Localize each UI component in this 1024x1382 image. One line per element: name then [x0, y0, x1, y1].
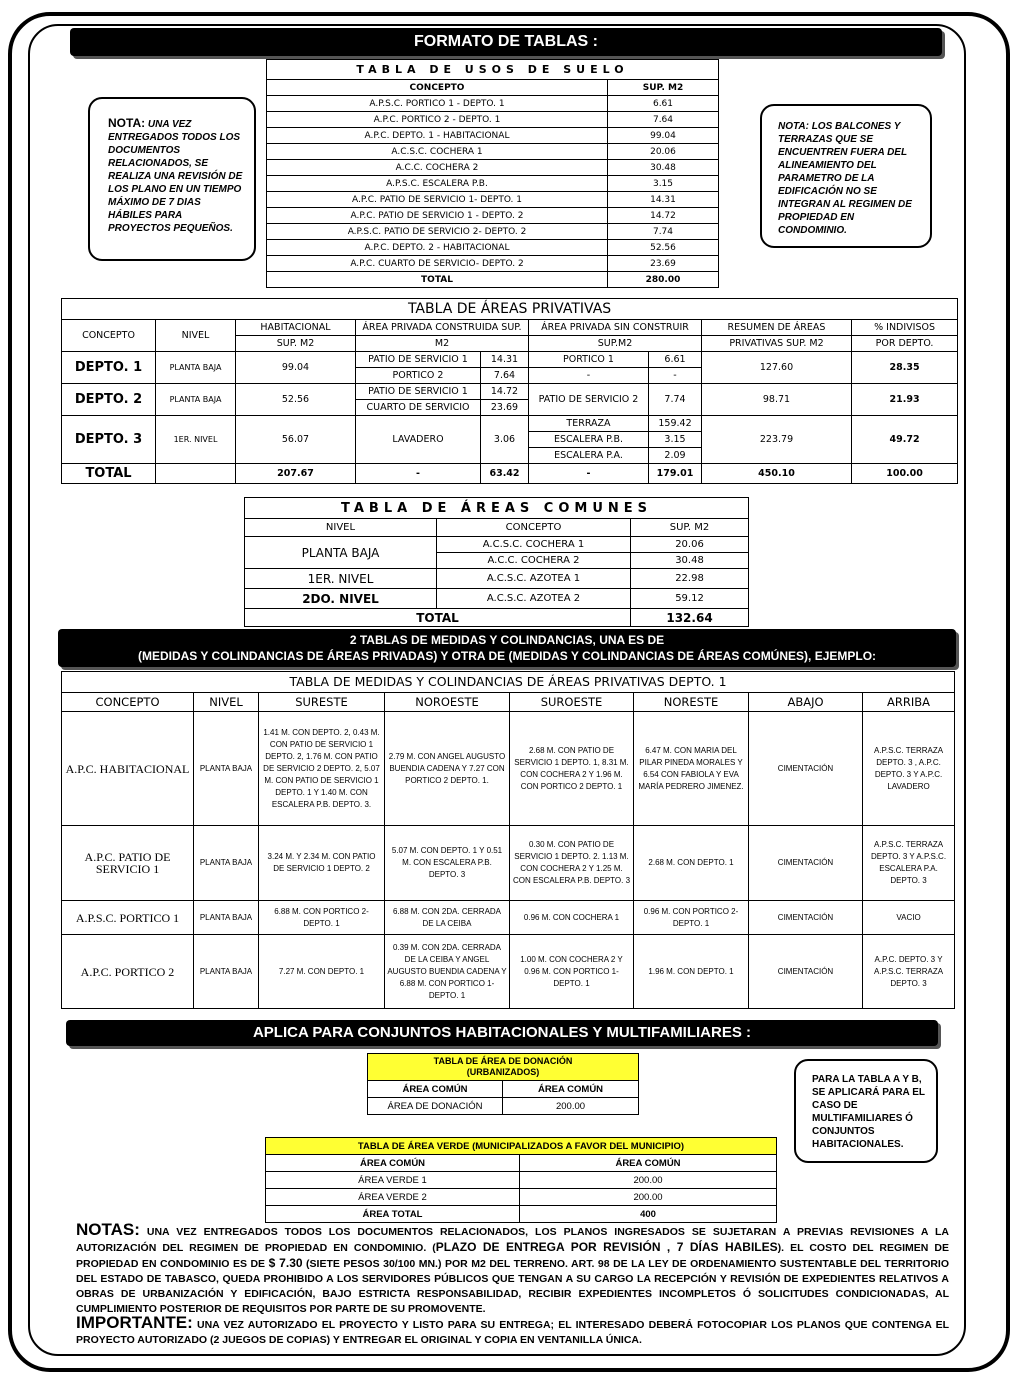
donacion-concepto: ÁREA DE DONACIÓN	[368, 1098, 503, 1115]
donacion-title-line2: (URBANIZADOS)	[466, 1067, 540, 1077]
col-header-noreste: NORESTE	[634, 693, 749, 712]
usos-concepto: A.P.C. CUARTO DE SERVICIO- DEPTO. 2	[267, 256, 608, 272]
priv-resumen: 98.71	[702, 384, 852, 416]
donacion-header-b: ÁREA COMÚN	[503, 1081, 639, 1098]
importante-lead: IMPORTANTE:	[76, 1313, 193, 1332]
priv-construida-valor: 23.69	[481, 400, 529, 416]
priv-construida-valor: 14.31	[481, 352, 529, 368]
note-left	[88, 97, 256, 261]
note-tablas-ab	[794, 1059, 938, 1163]
table-row	[62, 712, 955, 826]
colindancias-table	[61, 671, 955, 1009]
col-noroeste: 5.07 M. CON DEPTO. 1 Y 0.51 M. CON ESCALERA P.B. DEPTO. 3	[385, 826, 510, 901]
comunes-title: TABLA DE ÁREAS COMUNES	[245, 498, 749, 519]
donacion-header-a: ÁREA COMÚN	[368, 1081, 503, 1098]
notas-text-3: (SIETE PESOS 30/100 MN.) POR M2 DEL TERRENO. ART. 98 DE LA LEY DE ORDENAMIENTO SUSTENTABLE DEL TERRITORIO DEL ESTADO DE TABASCO, QUEDA PROHIBIDO A LOS SERVIDORES PÚBLICOS QUE TENGAN A SU CARGO LA RECEPCIÓN Y REVISIÓN DE EXPEDIENTES RELATIVOS A OBRAS DE URBANIZACIÓN Y EDIFICACIÓN, BAJO ESTRICTA RESPONSABILIDAD, RECIBIR EXPEDIENTES INCOMPLETOS Ó SOLICITUDES CONDICIONADAS, AL CUMPLIMIENTO POSTERIOR DE REQUISITOS POR PARTE DE SU PROMOVENTE.	[76, 1258, 949, 1315]
priv-sin-concepto: PATIO DE SERVICIO 2	[529, 384, 649, 416]
priv-construida-concepto: CUARTO DE SERVICIO	[356, 400, 481, 416]
col-concepto: A.P.C. HABITACIONAL	[62, 712, 194, 826]
usos-concepto: A.C.C. COCHERA 2	[267, 160, 608, 176]
table-row	[267, 160, 719, 176]
col-nivel: PLANTA BAJA	[194, 901, 259, 935]
table-row	[267, 256, 719, 272]
col-header-noroeste: NOROESTE	[385, 693, 510, 712]
col-header-abajo: ABAJO	[749, 693, 863, 712]
table-row	[267, 240, 719, 256]
priv-sin-valor: 6.61	[649, 352, 702, 368]
col-nivel: PLANTA BAJA	[194, 826, 259, 901]
priv-header-resumen-unit: PRIVATIVAS SUP. M2	[702, 336, 852, 352]
priv-header-construida: ÁREA PRIVADA CONSTRUIDA SUP.	[356, 320, 529, 336]
col-noroeste: 2.79 M. CON ANGEL AUGUSTO BUENDIA CADENA Y 7.27 CON PORTICO 2 DEPTO. 1.	[385, 712, 510, 826]
col-abajo: CIMENTACIÓN	[749, 935, 863, 1009]
table-row	[267, 208, 719, 224]
priv-sin-valor: -	[649, 368, 702, 384]
usos-header-concepto: CONCEPTO	[267, 80, 608, 96]
usos-sup: 99.04	[608, 128, 719, 144]
col-arriba: A.P.S.C. TERRAZA DEPTO. 3 , A.P.C. DEPTO. 3 Y A.P.C. LAVADERO	[863, 712, 955, 826]
table-row	[266, 1172, 777, 1189]
col-sureste: 1.41 M. CON DEPTO. 2, 0.43 M. CON PATIO DE SERVICIO 1 DEPTO. 2, 1.76 M. CON PATIO DE SERVICIO 2 DEPTO. 2, 5.07 M. CON PATIO DE SERVICIO 1 DEPTO. 1 Y 1.40 M. CON ESCALERA P.B. DEPTO. 3.	[259, 712, 385, 826]
importante-paragraph	[76, 1315, 949, 1348]
priv-indiviso: 28.35	[852, 352, 958, 384]
col-noroeste: 6.88 M. CON 2DA. CERRADA DE LA CEIBA	[385, 901, 510, 935]
priv-header-hab: HABITACIONAL	[236, 320, 356, 336]
priv-total-construida-concepto: -	[356, 464, 481, 484]
comunes-total-value: 132.64	[631, 609, 749, 627]
notas-text-1: UNA VEZ ENTREGADOS TODOS LOS DOCUMENTOS RELACIONADOS, LOS PLANOS INGRESADOS SE SUJETARAN A PREVIAS REVISIONES A LA AUTORIZACIÓN DEL REGIMEN DE PROPIEDAD EN CONDOMINIO. (	[76, 1226, 949, 1254]
page-title: FORMATO DE TABLAS :	[414, 33, 598, 50]
col-abajo: CIMENTACIÓN	[749, 826, 863, 901]
comunes-header-concepto: CONCEPTO	[437, 519, 631, 537]
priv-construida-concepto: PATIO DE SERVICIO 1	[356, 352, 481, 368]
comunes-concepto: A.C.S.C. COCHERA 1	[437, 537, 631, 553]
comunes-nivel: 2DO. NIVEL	[245, 589, 437, 609]
col-suroeste: 0.96 M. CON COCHERA 1	[510, 901, 634, 935]
conjuntos-banner	[66, 1020, 938, 1046]
donacion-title-line1: TABLA DE ÁREA DE DONACIÓN	[433, 1056, 573, 1066]
col-abajo: CIMENTACIÓN	[749, 901, 863, 935]
priv-sin-valor: 2.09	[649, 448, 702, 464]
usos-concepto: A.C.S.C. COCHERA 1	[267, 144, 608, 160]
verde-title: TABLA DE ÁREA VERDE (MUNICIPALIZADOS A FAVOR DEL MUNICIPIO)	[266, 1138, 777, 1155]
priv-indiviso: 49.72	[852, 416, 958, 464]
priv-depto: DEPTO. 1	[62, 352, 156, 384]
comunes-header-sup: SUP. M2	[631, 519, 749, 537]
priv-header-construida-unit: M2	[356, 336, 529, 352]
priv-construida-concepto: PATIO DE SERVICIO 1	[356, 384, 481, 400]
usos-sup: 7.74	[608, 224, 719, 240]
usos-sup: 23.69	[608, 256, 719, 272]
colindancias-banner-line1: 2 TABLAS DE MEDIDAS Y COLINDANCIAS, UNA ES DE	[349, 633, 665, 647]
notas-text-2: ). EL COSTO DEL REGIMEN DE PROPIEDAD EN CONDOMINIO ES DE	[76, 1242, 949, 1270]
priv-construida-concepto: PORTICO 2	[356, 368, 481, 384]
usos-concepto: A.P.C. PORTICO 2 - DEPTO. 1	[267, 112, 608, 128]
table-row	[266, 1206, 777, 1223]
priv-total-indiviso: 100.00	[852, 464, 958, 484]
comunes-concepto: A.C.S.C. AZOTEA 1	[437, 569, 631, 589]
priv-total-sin: 179.01	[649, 464, 702, 484]
table-row	[62, 384, 958, 400]
note-right-text: NOTA: LOS BALCONES Y TERRAZAS QUE SE ENCUENTREN FUERA DEL ALINEAMIENTO DEL PARAMETRO DE LA EDIFICACIÓN NO SE INTEGRAN AL REGIMEN DE PROPIEDAD EN CONDOMINIO.	[778, 121, 912, 236]
priv-total-nivel	[156, 464, 236, 484]
usos-concepto: A.P.S.C. ESCALERA P.B.	[267, 176, 608, 192]
table-row	[267, 224, 719, 240]
notas-plazo: PLAZO DE ENTREGA POR REVISIÓN , 7 DÍAS HABILES	[435, 1240, 778, 1254]
priv-depto: DEPTO. 3	[62, 416, 156, 464]
col-nivel: PLANTA BAJA	[194, 935, 259, 1009]
verde-valor: 200.00	[520, 1189, 777, 1206]
priv-total-sin-concepto: -	[529, 464, 649, 484]
colindancias-banner	[58, 629, 956, 667]
table-row	[368, 1098, 639, 1115]
col-concepto: A.P.C. PORTICO 2	[62, 935, 194, 1009]
priv-nivel: 1ER. NIVEL	[156, 416, 236, 464]
col-sureste: 3.24 M. Y 2.34 M. CON PATIO DE SERVICIO 1 DEPTO. 2	[259, 826, 385, 901]
priv-hab: 99.04	[236, 352, 356, 384]
table-row	[245, 589, 749, 609]
notas-price: $ 7.30	[268, 1256, 303, 1270]
col-concepto: A.P.S.C. PORTICO 1	[62, 901, 194, 935]
verde-header-b: ÁREA COMÚN	[520, 1155, 777, 1172]
usos-sup: 7.64	[608, 112, 719, 128]
table-row	[62, 416, 958, 432]
privativas-title: TABLA DE ÁREAS PRIVATIVAS	[62, 299, 958, 320]
header-banner	[70, 28, 942, 56]
verde-total-value: 400	[520, 1206, 777, 1223]
donacion-title	[368, 1054, 639, 1081]
priv-depto: DEPTO. 2	[62, 384, 156, 416]
priv-resumen: 127.60	[702, 352, 852, 384]
col-noreste: 6.47 M. CON MARIA DEL PILAR PINEDA MORALES Y 6.54 CON FABIOLA Y EVA MARÍA PEDRERO JIMENEZ.	[634, 712, 749, 826]
verde-header-a: ÁREA COMÚN	[266, 1155, 520, 1172]
usos-concepto: A.P.S.C. PATIO DE SERVICIO 2- DEPTO. 2	[267, 224, 608, 240]
verde-total-label: ÁREA TOTAL	[266, 1206, 520, 1223]
usos-sup: 14.72	[608, 208, 719, 224]
note-right	[760, 104, 932, 248]
col-arriba: VACIO	[863, 901, 955, 935]
usos-total-value: 280.00	[608, 272, 719, 288]
priv-header-sin-construir-unit: SUP.M2	[529, 336, 702, 352]
priv-hab: 56.07	[236, 416, 356, 464]
priv-sin-concepto: -	[529, 368, 649, 384]
verde-valor: 200.00	[520, 1172, 777, 1189]
note-tablas-ab-text: PARA LA TABLA A Y B, SE APLICARÁ PARA EL CASO DE MULTIFAMILIARES Ó CONJUNTOS HABITACIONALES.	[812, 1074, 925, 1150]
comunes-nivel: PLANTA BAJA	[245, 537, 437, 569]
col-noroeste: 0.39 M. CON 2DA. CERRADA DE LA CEIBA Y ANGEL AUGUSTO BUENDIA CADENA Y 6.88 M. CON PORTICO 1- DEPTO. 1	[385, 935, 510, 1009]
table-row	[267, 192, 719, 208]
usos-sup: 20.06	[608, 144, 719, 160]
priv-total-resumen: 450.10	[702, 464, 852, 484]
priv-sin-concepto: TERRAZA	[529, 416, 649, 432]
priv-sin-valor: 7.74	[649, 384, 702, 416]
usos-concepto: A.P.C. PATIO DE SERVICIO 1 - DEPTO. 2	[267, 208, 608, 224]
priv-header-concepto: CONCEPTO	[62, 320, 156, 352]
usos-suelo-title: TABLA DE USOS DE SUELO	[267, 60, 719, 80]
col-header-concepto: CONCEPTO	[62, 693, 194, 712]
col-nivel: PLANTA BAJA	[194, 712, 259, 826]
priv-sin-valor: 159.42	[649, 416, 702, 432]
table-row	[245, 537, 749, 553]
colindancias-banner-line2: (MEDIDAS Y COLINDANCIAS DE ÁREAS PRIVADAS) Y OTRA DE (MEDIDAS Y COLINDANCIAS DE ÁREAS COMÚNES), EJEMPLO:	[137, 649, 877, 663]
priv-resumen: 223.79	[702, 416, 852, 464]
donacion-valor: 200.00	[503, 1098, 639, 1115]
table-row	[267, 128, 719, 144]
priv-nivel: PLANTA BAJA	[156, 384, 236, 416]
usos-concepto: A.P.S.C. PORTICO 1 - DEPTO. 1	[267, 96, 608, 112]
usos-concepto: A.P.C. DEPTO. 1 - HABITACIONAL	[267, 128, 608, 144]
usos-total-label: TOTAL	[267, 272, 608, 288]
usos-concepto: A.P.C. DEPTO. 2 - HABITACIONAL	[267, 240, 608, 256]
comunes-concepto: A.C.S.C. AZOTEA 2	[437, 589, 631, 609]
note-left-text: UNA VEZ ENTREGADOS TODOS LOS DOCUMENTOS RELACIONADOS, SE REALIZA UNA REVISIÓN DE LOS PLANO EN UN TIEMPO MÁXIMO DE 7 DIAS HÁBILES PARA PROYECTOS PEQUEÑOS.	[108, 119, 243, 234]
priv-total-hab: 207.67	[236, 464, 356, 484]
verde-concepto: ÁREA VERDE 2	[266, 1189, 520, 1206]
priv-header-sin-construir: ÁREA PRIVADA SIN CONSTRUIR	[529, 320, 702, 336]
priv-header-indivisos-unit: POR DEPTO.	[852, 336, 958, 352]
col-noreste: 2.68 M. CON DEPTO. 1	[634, 826, 749, 901]
usos-concepto: A.P.C. PATIO DE SERVICIO 1- DEPTO. 1	[267, 192, 608, 208]
priv-total-label: TOTAL	[62, 464, 156, 484]
usos-header-sup: SUP. M2	[608, 80, 719, 96]
verde-table	[265, 1137, 777, 1223]
table-row	[62, 826, 955, 901]
col-noreste: 1.96 M. CON DEPTO. 1	[634, 935, 749, 1009]
priv-sin-concepto: ESCALERA P.A.	[529, 448, 649, 464]
col-sureste: 7.27 M. CON DEPTO. 1	[259, 935, 385, 1009]
col-sureste: 6.88 M. CON PORTICO 2- DEPTO. 1	[259, 901, 385, 935]
priv-construida-valor: 3.06	[481, 416, 529, 464]
priv-nivel: PLANTA BAJA	[156, 352, 236, 384]
priv-header-nivel: NIVEL	[156, 320, 236, 352]
comunes-nivel: 1ER. NIVEL	[245, 569, 437, 589]
table-row	[267, 144, 719, 160]
priv-header-resumen: RESUMEN DE ÁREAS	[702, 320, 852, 336]
priv-construida-valor: 7.64	[481, 368, 529, 384]
col-header-suroeste: SUROESTE	[510, 693, 634, 712]
comunes-sup: 59.12	[631, 589, 749, 609]
priv-construida-concepto: LAVADERO	[356, 416, 481, 464]
priv-header-hab-unit: SUP. M2	[236, 336, 356, 352]
table-row	[267, 176, 719, 192]
privativas-table	[61, 298, 958, 484]
priv-construida-valor: 14.72	[481, 384, 529, 400]
comunes-sup: 22.98	[631, 569, 749, 589]
usos-sup: 14.31	[608, 192, 719, 208]
comunes-header-nivel: NIVEL	[245, 519, 437, 537]
priv-header-indivisos: % INDIVISOS	[852, 320, 958, 336]
priv-hab: 52.56	[236, 384, 356, 416]
col-abajo: CIMENTACIÓN	[749, 712, 863, 826]
table-row	[62, 464, 958, 484]
note-left-label: NOTA:	[108, 116, 146, 130]
priv-sin-concepto: ESCALERA P.B.	[529, 432, 649, 448]
priv-sin-valor: 3.15	[649, 432, 702, 448]
col-suroeste: 2.68 M. CON PATIO DE SERVICIO 1 DEPTO. 1, 8.31 M. CON COCHERA 2 Y 1.96 M. CON PORTICO 2 DEPTO. 1	[510, 712, 634, 826]
table-row	[62, 352, 958, 368]
usos-sup: 3.15	[608, 176, 719, 192]
col-noreste: 0.96 M. CON PORTICO 2- DEPTO. 1	[634, 901, 749, 935]
comunes-total-label: TOTAL	[245, 609, 631, 627]
col-suroeste: 1.00 M. CON COCHERA 2 Y 0.96 M. CON PORTICO 1- DEPTO. 1	[510, 935, 634, 1009]
notas-lead: NOTAS:	[76, 1220, 140, 1239]
verde-concepto: ÁREA VERDE 1	[266, 1172, 520, 1189]
comunes-table	[244, 497, 749, 627]
col-arriba: A.P.S.C. TERRAZA DEPTO. 3 Y A.P.S.C. ESCALERA P.A. DEPTO. 3	[863, 826, 955, 901]
col-header-arriba: ARRIBA	[863, 693, 955, 712]
comunes-sup: 30.48	[631, 553, 749, 569]
usos-sup: 52.56	[608, 240, 719, 256]
usos-sup: 30.48	[608, 160, 719, 176]
priv-sin-concepto: PORTICO 1	[529, 352, 649, 368]
donacion-table	[367, 1053, 639, 1115]
notas-paragraph	[76, 1222, 949, 1317]
table-row	[245, 609, 749, 627]
table-row	[267, 112, 719, 128]
priv-indiviso: 21.93	[852, 384, 958, 416]
usos-sup: 6.61	[608, 96, 719, 112]
comunes-sup: 20.06	[631, 537, 749, 553]
importante-text: UNA VEZ AUTORIZADO EL PROYECTO Y LISTO PARA SU ENTREGA; EL INTERESADO DEBERÁ FOTOCOPIAR LOS PLANOS QUE CONTENGA EL PROYECTO AUTORIZADO (2 JUEGOS DE COPIAS) Y ENTREGAR EL ORIGINAL Y COPIA EN VENTANILLA ÚNICA.	[76, 1319, 950, 1346]
table-row	[245, 569, 749, 589]
table-row	[267, 96, 719, 112]
col-header-sureste: SURESTE	[259, 693, 385, 712]
table-row	[62, 901, 955, 935]
table-row	[267, 272, 719, 288]
col-arriba: A.P.C. DEPTO. 3 Y A.P.S.C. TERRAZA DEPTO. 3	[863, 935, 955, 1009]
colindancias-title: TABLA DE MEDIDAS Y COLINDANCIAS DE ÁREAS PRIVATIVAS DEPTO. 1	[62, 672, 955, 693]
col-header-nivel: NIVEL	[194, 693, 259, 712]
table-row	[62, 935, 955, 1009]
col-concepto: A.P.C. PATIO DE SERVICIO 1	[62, 826, 194, 901]
conjuntos-banner-title: APLICA PARA CONJUNTOS HABITACIONALES Y MULTIFAMILIARES :	[252, 1024, 752, 1041]
comunes-concepto: A.C.C. COCHERA 2	[437, 553, 631, 569]
priv-total-construida: 63.42	[481, 464, 529, 484]
col-suroeste: 0.30 M. CON PATIO DE SERVICIO 1 DEPTO. 2. 1.13 M. CON COCHERA 2 Y 1.25 M. CON ESCALERA P.B. DEPTO. 3	[510, 826, 634, 901]
table-row	[266, 1189, 777, 1206]
usos-suelo-table	[266, 59, 719, 288]
